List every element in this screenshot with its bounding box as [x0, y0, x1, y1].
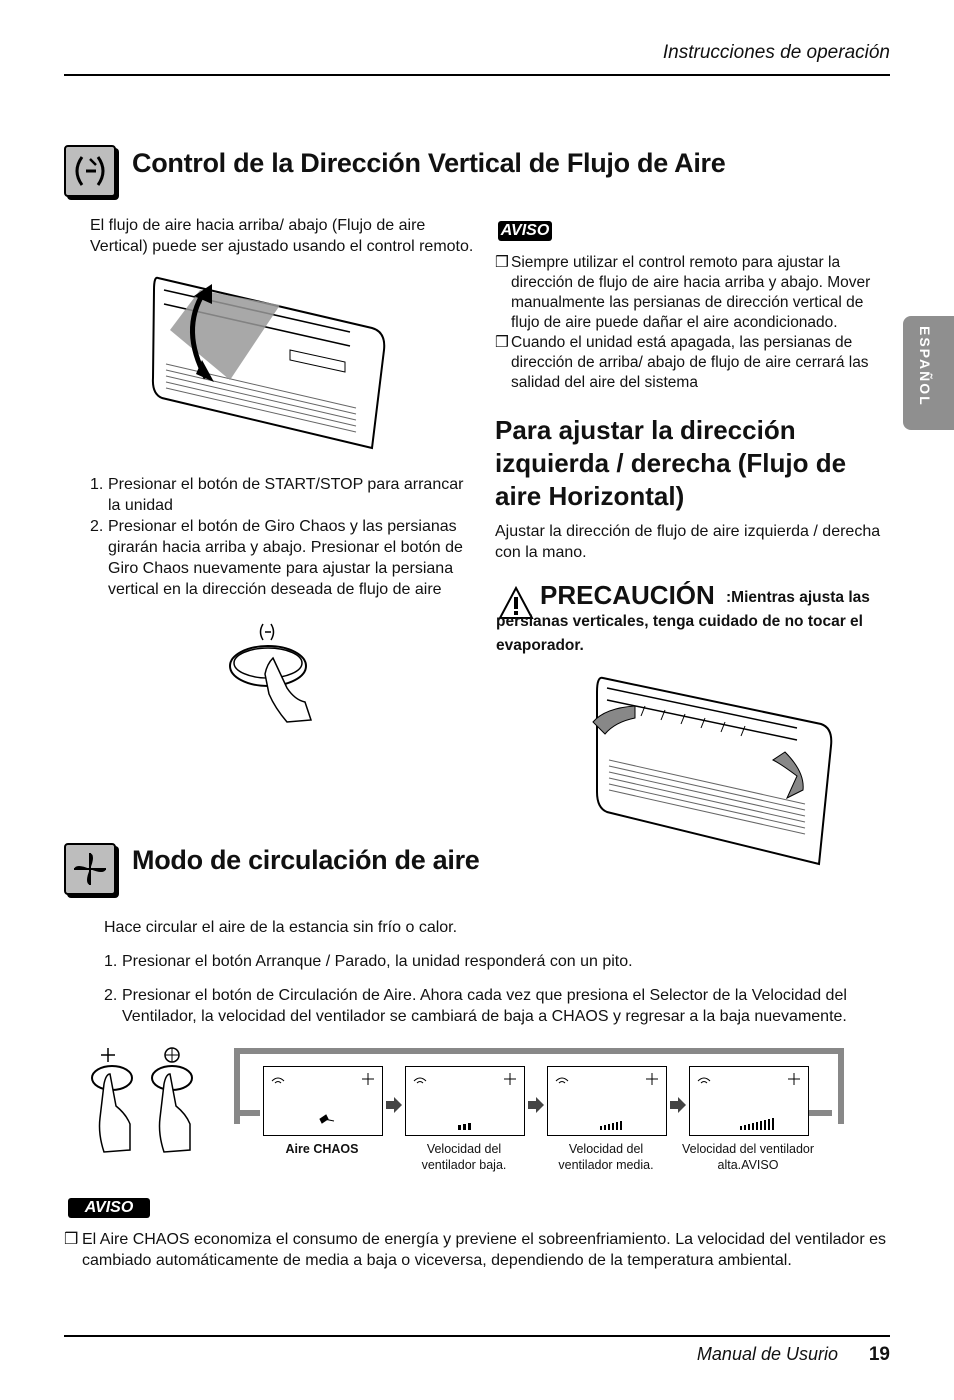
footer-rule	[64, 1335, 890, 1337]
aviso-text: Siempre utilizar el control remoto para ajustar la dirección de flujo de aire hacia arriba y abajo. Mover manualmente las persianas de dirección vertical de flujo de aire puede dañar el aire acondicionado.	[511, 254, 871, 331]
vertical-step-2	[90, 516, 480, 600]
aviso-item	[64, 1229, 890, 1271]
step-number: 1.	[90, 476, 104, 493]
bullet-icon: ❒	[64, 1231, 79, 1248]
display-panel-chaos	[263, 1066, 383, 1136]
fan-circulation-icon	[64, 843, 116, 895]
language-tab	[903, 316, 954, 430]
footer-manual: Manual de Usurio	[696, 1344, 838, 1364]
vertical-step-1	[90, 474, 480, 516]
step-number: 2.	[90, 518, 104, 535]
aviso-badge-2: AVISO	[68, 1198, 150, 1218]
step-text: Presionar el botón Arranque / Parado, la unidad responderá con un pito.	[122, 953, 633, 970]
precaution-label: PRECAUCIÓN	[540, 580, 715, 610]
panel-caption-low: Velocidad del ventilador baja.	[421, 1142, 507, 1172]
aviso-text: Cuando el unidad está apagada, las persianas de dirección de arriba/ abajo de flujo de aire cerrará las salidad del aire del sistema	[511, 334, 869, 391]
aviso-text: El Aire CHAOS economiza el consumo de energía y previene el sobreenfriamiento. La velocidad del ventilador es cambiado automáticamente de media a baja o viceversa, dependiendo de la temperatura ambiental.	[82, 1231, 886, 1269]
arrow-right-icon	[528, 1097, 544, 1113]
unit-horizontal-illustration	[585, 672, 835, 872]
aviso-item	[495, 253, 887, 333]
circulation-step-1	[104, 951, 884, 972]
language-tab-label: ESPAÑOL	[917, 326, 933, 407]
swing-button-illustration	[225, 618, 325, 733]
aviso-item	[495, 333, 887, 393]
arrow-right-icon	[386, 1097, 402, 1113]
page-number: 19	[868, 1344, 890, 1365]
arrow-right-icon	[670, 1097, 686, 1113]
aviso-badge-1: AVISO	[498, 221, 552, 241]
remote-buttons-illustration	[86, 1044, 206, 1161]
loop-arrow-left	[234, 1110, 260, 1116]
panel-caption-chaos: Aire CHAOS	[285, 1142, 359, 1156]
loop-arrow-right	[806, 1110, 832, 1116]
circulation-intro: Hace circular el aire de la estancia sin frío o calor.	[104, 919, 458, 936]
display-panel-high	[689, 1066, 809, 1136]
unit-vertical-illustration	[150, 270, 390, 460]
section-title-horizontal: Para ajustar la dirección izquierda / derecha (Flujo de aire Horizontal)	[495, 415, 847, 511]
bullet-icon: ❒	[495, 334, 509, 351]
display-panel-medium	[547, 1066, 667, 1136]
bullet-icon: ❒	[495, 254, 509, 271]
precaution-colon: :	[726, 589, 732, 606]
step-text: Presionar el botón de START/STOP para arrancar la unidad	[108, 476, 464, 514]
header-title: Instrucciones de operación	[662, 42, 890, 63]
section-title-vertical: Control de la Dirección Vertical de Flujo de Aire	[132, 148, 726, 178]
step-number: 1.	[104, 953, 118, 970]
step-text: Presionar el botón de Circulación de Aire. Ahora cada vez que presiona el Selector de la Velocidad del Ventilador, la velocidad del ventilador se cambiará de baja a CHAOS y regresar a la baja nuevamente.	[122, 987, 847, 1025]
circulation-step-2	[104, 985, 884, 1027]
display-panel-low	[405, 1066, 525, 1136]
precaution-text: Mientras ajusta las persianas verticales, tenga cuidado de no tocar el evaporador.	[496, 589, 870, 654]
section-title-circulation: Modo de circulación de aire	[132, 845, 480, 875]
vertical-intro: El flujo de aire hacia arriba/ abajo (Flujo de aire Vertical) puede ser ajustado usando el control remoto.	[90, 217, 474, 255]
swing-icon	[64, 145, 116, 197]
panel-caption-high: Velocidad del ventilador alta.AVISO	[681, 1142, 815, 1172]
step-number: 2.	[104, 987, 118, 1004]
panel-caption-medium: Velocidad del ventilador media.	[558, 1142, 654, 1172]
horizontal-intro: Ajustar la dirección de flujo de aire izquierda / derecha con la mano.	[495, 523, 881, 561]
header-rule	[64, 74, 890, 76]
step-text: Presionar el botón de Giro Chaos y las persianas girarán hacia arriba y abajo. Presionar el botón de Giro Chaos nuevamente para ajustar la persiana vertical en la dirección deseada de flujo de aire	[108, 518, 463, 598]
